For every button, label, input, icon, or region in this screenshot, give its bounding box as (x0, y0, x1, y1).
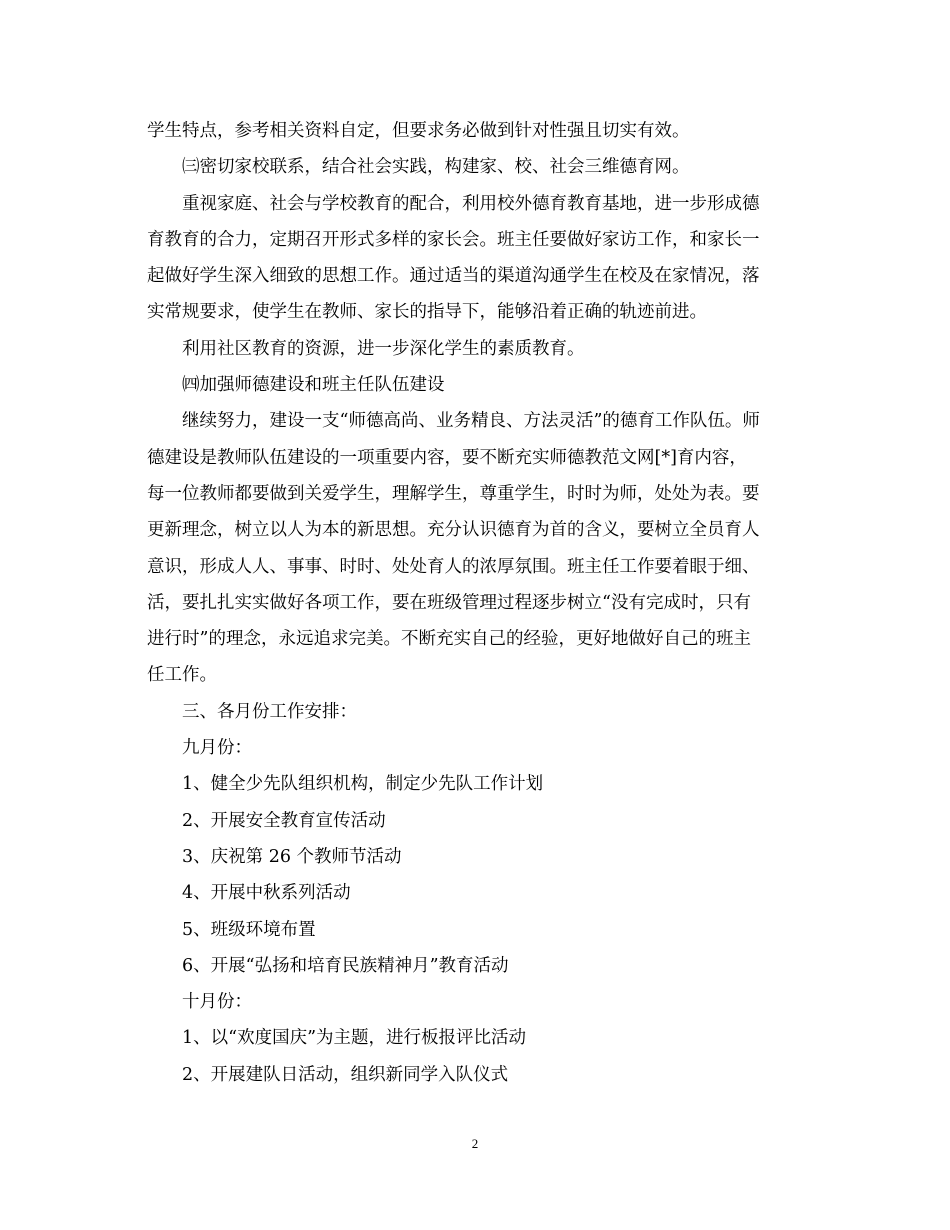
text-line-3: 重视家庭、社会与学校教育的配合，利用校外德育教育基地，进一步形成德 (182, 193, 760, 214)
list-item: 2、开展安全教育宣传活动 (182, 810, 386, 831)
page-number: 2 (471, 1136, 479, 1151)
text-line-16: 任工作。 (147, 665, 217, 686)
text-line-7: 利用社区教育的资源，进一步深化学生的素质教育。 (182, 338, 585, 359)
list-item: 6、开展“弘扬和培育民族精神月”教育活动 (182, 955, 509, 976)
text-line-2: ㈢密切家校联系，结合社会实践，构建家、校、社会三维德育网。 (182, 157, 690, 178)
list-item: 4、开展中秋系列活动 (182, 883, 351, 904)
text-line-10: 德建设是教师队伍建设的一项重要内容，要不断充实师德教范文网[*]育内容， (147, 447, 747, 468)
text-line-14: 活，要扎扎实实做好各项工作，要在班级管理过程逐步树立“没有完成时，只有 (147, 592, 751, 613)
section-heading-monthly-plan: 三、各月份工作安排： (182, 701, 357, 722)
month-heading-october: 十月份： (182, 992, 252, 1013)
text-line-4: 育教育的合力，定期召开形式多样的家长会。班主任要做好家访工作，和家长一 (147, 229, 760, 250)
list-item: 3、庆祝第 26 个教师节活动 (182, 846, 402, 867)
list-item: 5、班级环境布置 (182, 919, 316, 940)
list-item: 1、健全少先队组织机构，制定少先队工作计划 (182, 774, 544, 795)
document-body (147, 113, 807, 1093)
text-line-11: 每一位教师都要做到关爱学生，理解学生，尊重学生，时时为师，处处为表。要 (147, 483, 760, 504)
text-line-9: 继续努力，建设一支“师德高尚、业务精良、方法灵活”的德育工作队伍。师 (182, 411, 760, 432)
text-line-6: 实常规要求，使学生在教师、家长的指导下，能够沿着正确的轨迹前进。 (147, 302, 707, 323)
text-line-8: ㈣加强师德建设和班主任队伍建设 (182, 375, 445, 396)
text-line-1: 学生特点，参考相关资料自定，但要求务必做到针对性强且切实有效。 (147, 121, 690, 141)
text-line-15: 进行时”的理念，永远追求完美。不断充实自己的经验，更好地做好自己的班主 (147, 629, 751, 650)
text-line-13: 意识，形成人人、事事、时时、处处育人的浓厚氛围。班主任工作要着眼于细、 (147, 556, 760, 577)
text-line-12: 更新理念，树立以人为本的新思想。充分认识德育为首的含义，要树立全员育人 (147, 520, 760, 541)
month-heading-september: 九月份： (182, 738, 252, 759)
list-item: 1、以“欢度国庆”为主题，进行板报评比活动 (182, 1028, 527, 1049)
list-item: 2、开展建队日活动，组织新同学入队仪式 (182, 1064, 509, 1085)
text-line-5: 起做好学生深入细致的思想工作。通过适当的渠道沟通学生在校及在家情况，落 (147, 266, 760, 287)
